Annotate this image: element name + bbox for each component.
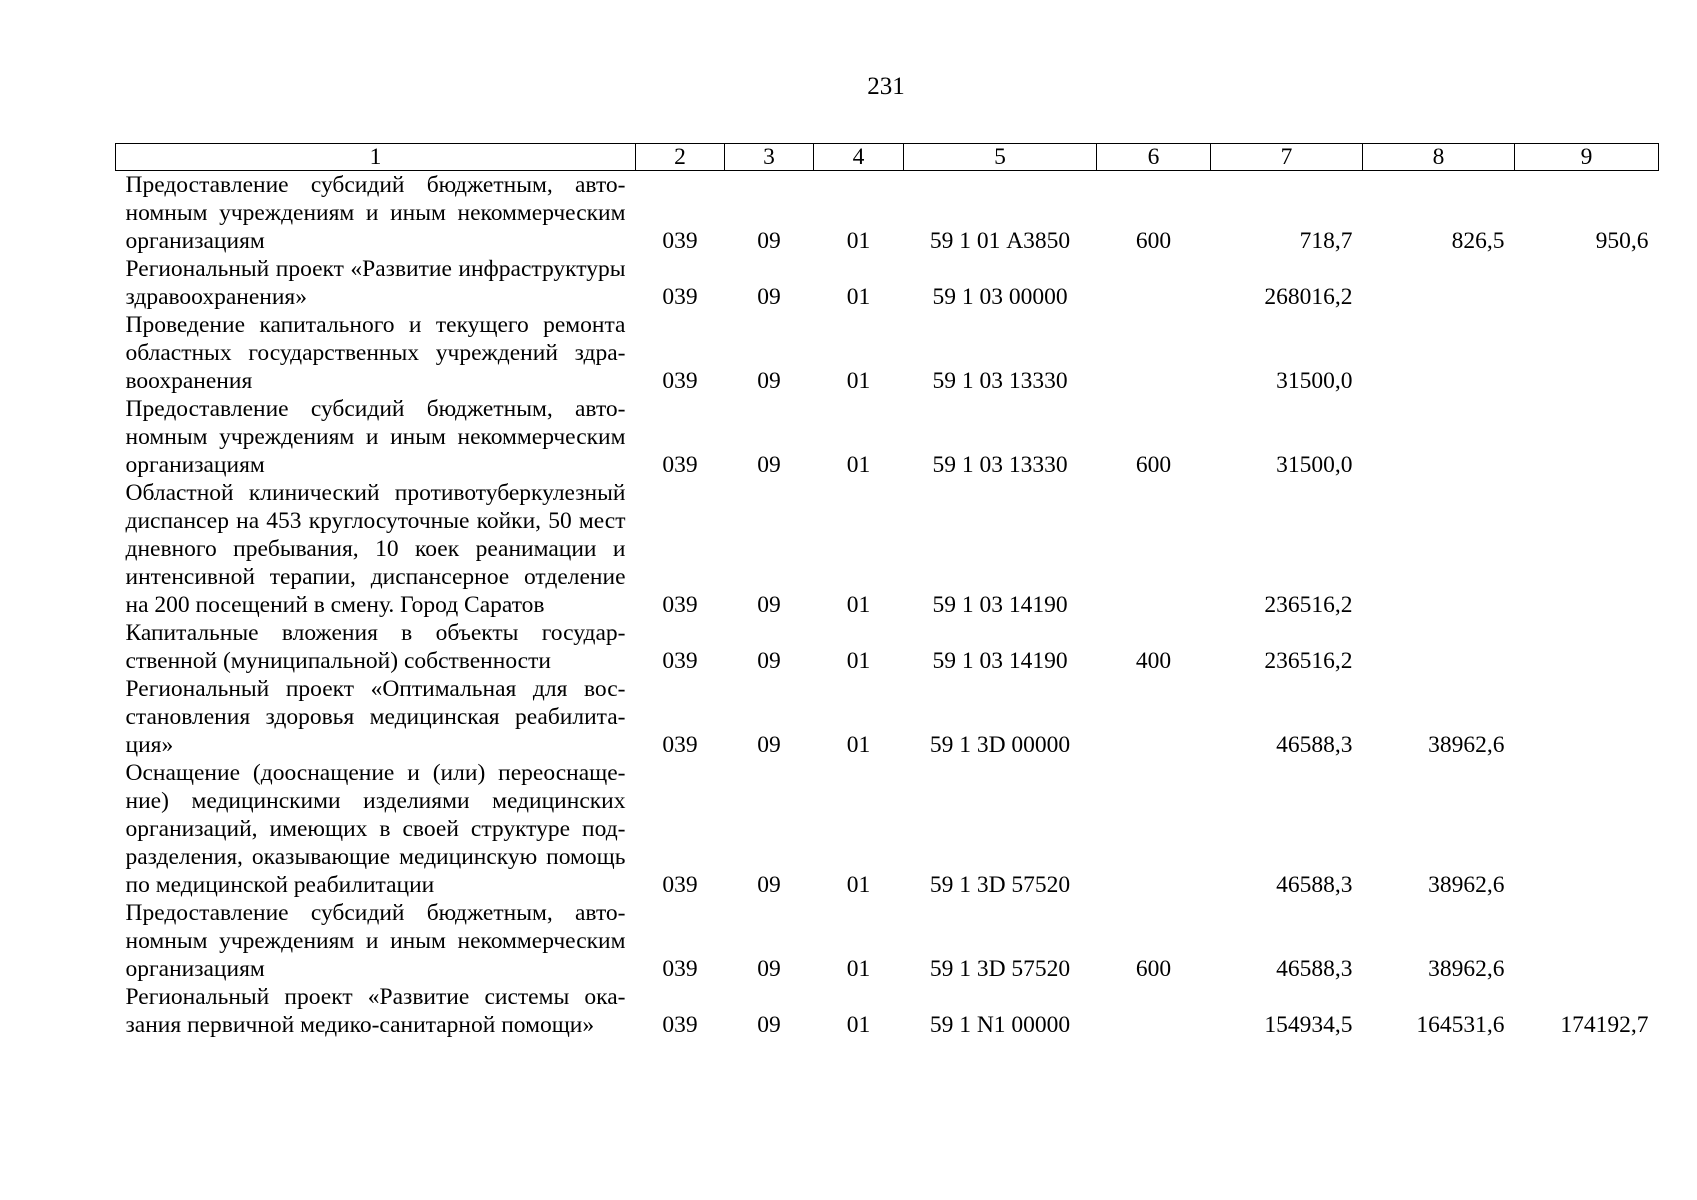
amount-col8-cell [1363, 395, 1515, 479]
amount-col8-cell: 164531,6 [1416, 1012, 1505, 1038]
table-row [116, 759, 1659, 899]
ministry-code-cell: 039 [662, 872, 698, 898]
target-article-cell: 59 1 3D 00000 [929, 732, 1071, 758]
expense-type-cell [1097, 311, 1211, 395]
header-col-7: 7 [1211, 144, 1363, 171]
expense-type-cell: 600 [1135, 452, 1172, 478]
row-name-cell: Региональный проект «Оптимальная для восстановления здоровья медицинская реабилитация» [125, 676, 626, 758]
section-code-cell: 09 [757, 1012, 781, 1038]
ministry-code-cell: 039 [662, 732, 698, 758]
subsection-code-cell: 01 [846, 956, 871, 982]
row-name-cell: Региональный проект «Развитие инфраструктуры здравоохранения» [125, 256, 626, 310]
subsection-code-cell: 01 [846, 592, 871, 618]
header-col-3: 3 [725, 144, 814, 171]
amount-col7-cell: 46588,3 [1276, 732, 1353, 758]
subsection-code-cell: 01 [846, 1012, 871, 1038]
table-row [116, 899, 1659, 983]
amount-col7-cell: 154934,5 [1264, 1012, 1353, 1038]
header-col-8: 8 [1363, 144, 1515, 171]
ministry-code-cell: 039 [662, 452, 698, 478]
header-col-4: 4 [814, 144, 904, 171]
table-row [116, 255, 1659, 311]
amount-col9-cell [1515, 255, 1659, 311]
amount-col7-cell: 31500,0 [1276, 368, 1353, 394]
target-article-cell: 59 1 03 13330 [932, 368, 1068, 394]
section-code-cell: 09 [757, 284, 781, 310]
row-name-cell: Предоставление субсидий бюджетным, автономным учреждениям и иным некоммерческим организациям [125, 172, 626, 254]
amount-col8-cell [1363, 479, 1515, 619]
amount-col8-cell: 38962,6 [1428, 732, 1505, 758]
section-code-cell: 09 [757, 368, 781, 394]
target-article-cell: 59 1 N1 00000 [929, 1012, 1071, 1038]
table-row [116, 171, 1659, 256]
section-code-cell: 09 [757, 732, 781, 758]
target-article-cell: 59 1 03 00000 [932, 284, 1068, 310]
section-code-cell: 09 [757, 648, 781, 674]
amount-col9-cell [1515, 395, 1659, 479]
ministry-code-cell: 039 [662, 956, 698, 982]
ministry-code-cell: 039 [662, 368, 698, 394]
table-row [116, 675, 1659, 759]
target-article-cell: 59 1 03 14190 [932, 648, 1068, 674]
header-col-5: 5 [904, 144, 1097, 171]
subsection-code-cell: 01 [846, 228, 871, 254]
subsection-code-cell: 01 [846, 872, 871, 898]
row-name-cell: Региональный проект «Развитие системы оказания первичной медико-санитарной помощи» [125, 984, 626, 1038]
amount-col7-cell: 268016,2 [1264, 284, 1353, 310]
table-header [116, 144, 1659, 171]
header-col-1: 1 [116, 144, 636, 171]
subsection-code-cell: 01 [846, 368, 871, 394]
subsection-code-cell: 01 [846, 732, 871, 758]
amount-col8-cell: 38962,6 [1428, 872, 1505, 898]
expense-type-cell [1097, 479, 1211, 619]
table-row [116, 619, 1659, 675]
section-code-cell: 09 [757, 228, 781, 254]
target-article-cell: 59 1 03 13330 [932, 452, 1068, 478]
amount-col8-cell [1363, 311, 1515, 395]
amount-col9-cell [1515, 899, 1659, 983]
table-row [116, 395, 1659, 479]
amount-col7-cell: 236516,2 [1264, 648, 1353, 674]
page-number: 231 [867, 73, 905, 100]
expense-type-cell: 600 [1135, 956, 1172, 982]
ministry-code-cell: 039 [662, 648, 698, 674]
table-body [116, 171, 1659, 1040]
amount-col9-cell [1515, 479, 1659, 619]
amount-col8-cell [1363, 255, 1515, 311]
row-name-cell: Оснащение (дооснащение и (или) переоснащение) медицинскими изделиями медицинских организаций, имеющих в своей структуре подразделения, оказывающие медицинскую помощь по медицинской реабилитации [125, 760, 626, 898]
amount-col9-cell [1515, 619, 1659, 675]
row-name-cell: Проведение капитального и текущего ремонта областных государственных учреждений здравоохранения [125, 312, 626, 394]
section-code-cell: 09 [757, 956, 781, 982]
header-row [116, 144, 1659, 171]
expense-type-cell: 400 [1135, 648, 1172, 674]
amount-col8-cell: 826,5 [1451, 228, 1505, 254]
expense-type-cell [1097, 255, 1211, 311]
amount-col7-cell: 46588,3 [1276, 956, 1353, 982]
amount-col9-cell: 174192,7 [1560, 1012, 1649, 1038]
subsection-code-cell: 01 [846, 452, 871, 478]
amount-col9-cell [1515, 311, 1659, 395]
target-article-cell: 59 1 3D 57520 [929, 872, 1071, 898]
header-col-2: 2 [636, 144, 725, 171]
amount-col8-cell [1363, 619, 1515, 675]
ministry-code-cell: 039 [662, 1012, 698, 1038]
amount-col9-cell [1515, 759, 1659, 899]
subsection-code-cell: 01 [846, 648, 871, 674]
amount-col7-cell: 718,7 [1299, 228, 1353, 254]
target-article-cell: 59 1 03 14190 [932, 592, 1068, 618]
expense-type-cell: 600 [1135, 228, 1172, 254]
subsection-code-cell: 01 [846, 284, 871, 310]
row-name-cell: Областной клинический противотуберкулезный диспансер на 453 круглосуточные койки, 50 мест дневного пребывания, 10 коек реанимации и интенсивной терапии, диспансерное отделение на 200 посещений в смену. Город Саратов [125, 480, 626, 618]
target-article-cell: 59 1 3D 57520 [929, 956, 1071, 982]
expense-type-cell [1097, 759, 1211, 899]
target-article-cell: 59 1 01 А3850 [929, 228, 1071, 254]
amount-col7-cell: 236516,2 [1264, 592, 1353, 618]
amount-col7-cell: 46588,3 [1276, 872, 1353, 898]
table-row [116, 479, 1659, 619]
row-name-cell: Предоставление субсидий бюджетным, автономным учреждениям и иным некоммерческим организациям [125, 900, 626, 982]
ministry-code-cell: 039 [662, 228, 698, 254]
amount-col9-cell: 950,6 [1595, 228, 1649, 254]
section-code-cell: 09 [757, 592, 781, 618]
section-code-cell: 09 [757, 452, 781, 478]
ministry-code-cell: 039 [662, 284, 698, 310]
amount-col9-cell [1515, 675, 1659, 759]
table-row [116, 983, 1659, 1039]
header-col-9: 9 [1515, 144, 1659, 171]
expense-type-cell [1097, 675, 1211, 759]
row-name-cell: Предоставление субсидий бюджетным, автономным учреждениям и иным некоммерческим организациям [125, 396, 626, 478]
header-col-6: 6 [1097, 144, 1211, 171]
amount-col7-cell: 31500,0 [1276, 452, 1353, 478]
row-name-cell: Капитальные вложения в объекты государственной (муниципальной) собственности [125, 620, 626, 674]
section-code-cell: 09 [757, 872, 781, 898]
ministry-code-cell: 039 [662, 592, 698, 618]
table-row [116, 311, 1659, 395]
expense-type-cell [1097, 983, 1211, 1039]
budget-table [115, 143, 1659, 1039]
amount-col8-cell: 38962,6 [1428, 956, 1505, 982]
